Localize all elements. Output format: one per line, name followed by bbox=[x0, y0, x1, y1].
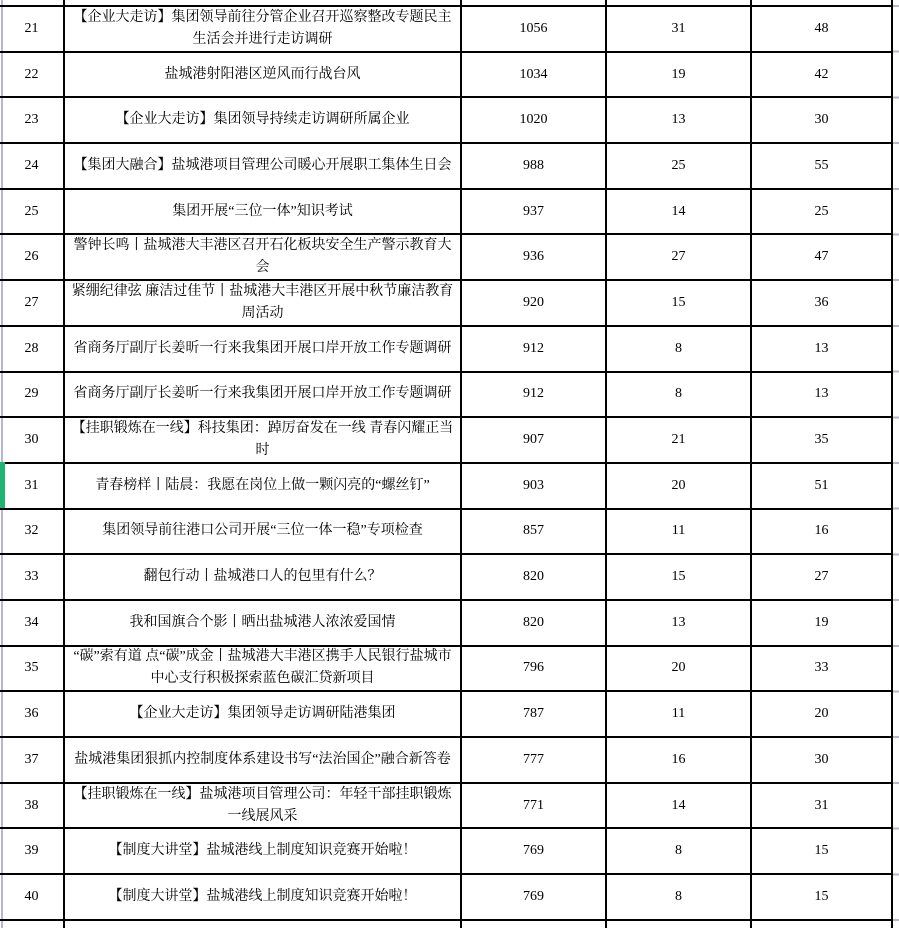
table-row bbox=[0, 98, 893, 144]
row-number-cell[interactable] bbox=[0, 875, 65, 919]
partial-row-above bbox=[0, 0, 893, 7]
stat3-value: 13 bbox=[814, 340, 829, 356]
stat1-value: 777 bbox=[523, 751, 544, 767]
row-number: 32 bbox=[24, 523, 39, 539]
article-title: 【挂职锻炼在一线】盐城港项目管理公司：年轻干部挂职锻炼一线展风采 bbox=[73, 786, 452, 824]
stat3-cell[interactable] bbox=[752, 144, 893, 188]
table-row bbox=[0, 692, 893, 738]
article-title-cell[interactable] bbox=[65, 7, 462, 51]
row-number: 30 bbox=[24, 432, 39, 448]
article-title-cell[interactable] bbox=[65, 464, 462, 508]
stat1-value: 988 bbox=[523, 157, 544, 173]
row-number-cell[interactable] bbox=[0, 190, 65, 234]
row-number-cell[interactable] bbox=[0, 53, 65, 97]
article-title: 【企业大走访】集团领导走访调研陆港集团 bbox=[129, 706, 396, 722]
stat1-cell[interactable] bbox=[462, 829, 607, 873]
table-row bbox=[0, 7, 893, 53]
row-number: 23 bbox=[24, 112, 39, 128]
stat2-value: 21 bbox=[671, 432, 686, 448]
table-row bbox=[0, 373, 893, 419]
row-number: 22 bbox=[24, 66, 39, 82]
stat2-value: 20 bbox=[671, 477, 686, 493]
row-number: 40 bbox=[24, 888, 39, 904]
stat2-cell[interactable] bbox=[607, 601, 752, 645]
stat2-value: 20 bbox=[671, 660, 686, 676]
stat2-value: 25 bbox=[671, 157, 686, 173]
stat1-cell[interactable] bbox=[462, 0, 607, 5]
stat2-cell[interactable] bbox=[607, 373, 752, 417]
stat3-cell[interactable] bbox=[752, 738, 893, 782]
stat3-cell[interactable] bbox=[752, 373, 893, 417]
row-number-cell[interactable] bbox=[0, 601, 65, 645]
partial-row-below bbox=[0, 921, 893, 928]
stat3-value: 19 bbox=[814, 614, 829, 630]
row-number-cell[interactable] bbox=[0, 510, 65, 554]
stat3-value: 30 bbox=[814, 112, 829, 128]
stat1-cell[interactable] bbox=[462, 144, 607, 188]
row-number: 27 bbox=[24, 294, 39, 310]
stat3-cell[interactable] bbox=[752, 7, 893, 51]
article-title-cell[interactable] bbox=[65, 53, 462, 97]
row-number: 26 bbox=[24, 249, 39, 265]
stat3-value: 42 bbox=[814, 66, 829, 82]
stat3-cell[interactable] bbox=[752, 829, 893, 873]
stat1-value: 796 bbox=[523, 660, 544, 676]
table-row bbox=[0, 738, 893, 784]
article-title-cell[interactable] bbox=[65, 327, 462, 371]
stat1-cell[interactable] bbox=[462, 647, 607, 691]
table-row bbox=[0, 190, 893, 236]
article-title: 【制度大讲堂】盐城港线上制度知识竞赛开始啦！ bbox=[108, 888, 417, 904]
stat2-cell[interactable] bbox=[607, 235, 752, 279]
stat1-value: 1034 bbox=[519, 66, 548, 82]
stat2-cell[interactable] bbox=[607, 281, 752, 325]
stat2-cell[interactable] bbox=[607, 875, 752, 919]
stat3-value: 15 bbox=[814, 888, 829, 904]
article-title: 【制度大讲堂】盐城港线上制度知识竞赛开始啦！ bbox=[108, 843, 417, 859]
row-number-cell[interactable] bbox=[0, 373, 65, 417]
article-title: 【集团大融合】盐城港项目管理公司暖心开展职工集体生日会 bbox=[73, 157, 452, 173]
article-title: 紧绷纪律弦 廉洁过佳节丨盐城港大丰港区开展中秋节廉洁教育周活动 bbox=[71, 283, 454, 321]
article-title-cell[interactable] bbox=[65, 281, 462, 325]
table-row bbox=[0, 510, 893, 556]
stat2-cell[interactable] bbox=[607, 738, 752, 782]
stat3-value: 55 bbox=[814, 157, 829, 173]
row-number: 38 bbox=[24, 797, 39, 813]
table-row bbox=[0, 875, 893, 921]
stat2-value: 8 bbox=[675, 888, 682, 904]
stat2-cell[interactable] bbox=[607, 921, 752, 928]
stat2-cell[interactable] bbox=[607, 647, 752, 691]
stat1-cell[interactable] bbox=[462, 373, 607, 417]
stat3-cell[interactable] bbox=[752, 418, 893, 462]
table-row bbox=[0, 281, 893, 327]
stat1-value: 912 bbox=[523, 340, 544, 356]
row-number: 35 bbox=[24, 660, 39, 676]
stat1-value: 1056 bbox=[519, 20, 548, 36]
stat1-cell[interactable] bbox=[462, 555, 607, 599]
stat1-value: 820 bbox=[523, 569, 544, 585]
article-title-cell[interactable] bbox=[65, 0, 462, 5]
row-number: 25 bbox=[24, 203, 39, 219]
article-title: 集团领导前往港口公司开展“三位一体一稳”专项检查 bbox=[102, 523, 423, 539]
stat1-value: 769 bbox=[523, 888, 544, 904]
table-row bbox=[0, 555, 893, 601]
stat3-cell[interactable] bbox=[752, 555, 893, 599]
stat3-value: 31 bbox=[814, 797, 829, 813]
table-row bbox=[0, 144, 893, 190]
stat1-value: 857 bbox=[523, 523, 544, 539]
row-number-cell[interactable] bbox=[0, 738, 65, 782]
stat1-value: 769 bbox=[523, 843, 544, 859]
stat3-cell[interactable] bbox=[752, 875, 893, 919]
table-row bbox=[0, 418, 893, 464]
article-title: 【挂职锻炼在一线】科技集团：踔厉奋发在一线 青春闪耀正当时 bbox=[71, 421, 454, 459]
row-number: 37 bbox=[24, 751, 39, 767]
stat3-cell[interactable] bbox=[752, 98, 893, 142]
article-title-cell[interactable] bbox=[65, 190, 462, 234]
article-title-cell[interactable] bbox=[65, 418, 462, 462]
stat3-cell[interactable] bbox=[752, 464, 893, 508]
row-number: 29 bbox=[24, 386, 39, 402]
stat3-cell[interactable] bbox=[752, 235, 893, 279]
article-title: 省商务厅副厅长姜昕一行来我集团开展口岸开放工作专题调研 bbox=[73, 386, 452, 402]
row-number: 39 bbox=[24, 843, 39, 859]
article-title: 【企业大走访】集团领导前往分管企业召开巡察整改专题民主生活会并进行走访调研 bbox=[73, 9, 452, 47]
table-row bbox=[0, 647, 893, 693]
article-title: 集团开展“三位一体”知识考试 bbox=[172, 203, 353, 219]
stat1-cell[interactable] bbox=[462, 418, 607, 462]
stat2-value: 31 bbox=[671, 20, 686, 36]
article-title-cell[interactable] bbox=[65, 510, 462, 554]
stat2-cell[interactable] bbox=[607, 829, 752, 873]
row-number-cell[interactable] bbox=[0, 784, 65, 828]
sheet-gridline-stubs bbox=[893, 5, 899, 923]
stat1-value: 937 bbox=[523, 203, 544, 219]
row-number-cell[interactable] bbox=[0, 0, 65, 5]
row-number-cell[interactable] bbox=[0, 281, 65, 325]
row-number-cell[interactable] bbox=[0, 235, 65, 279]
stat2-value: 8 bbox=[675, 843, 682, 859]
stat3-value: 25 bbox=[814, 203, 829, 219]
stat1-cell[interactable] bbox=[462, 921, 607, 928]
article-title-cell[interactable] bbox=[65, 98, 462, 142]
stat2-cell[interactable] bbox=[607, 464, 752, 508]
stat3-cell[interactable] bbox=[752, 327, 893, 371]
stat2-value: 19 bbox=[671, 66, 686, 82]
row-number-cell[interactable] bbox=[0, 555, 65, 599]
stat1-cell[interactable] bbox=[462, 281, 607, 325]
stat3-cell[interactable] bbox=[752, 0, 893, 5]
table-body bbox=[0, 7, 893, 921]
stat3-value: 48 bbox=[814, 20, 829, 36]
article-title-cell[interactable] bbox=[65, 555, 462, 599]
article-title-cell[interactable] bbox=[65, 647, 462, 691]
stat2-value: 16 bbox=[671, 751, 686, 767]
article-title-cell[interactable] bbox=[65, 738, 462, 782]
article-title: 青春榜样丨陆晨：我愿在岗位上做一颗闪亮的“螺丝钉” bbox=[95, 477, 430, 493]
row-number: 24 bbox=[24, 157, 39, 173]
stat3-cell[interactable] bbox=[752, 692, 893, 736]
article-title-cell[interactable] bbox=[65, 235, 462, 279]
article-title: 省商务厅副厅长姜昕一行来我集团开展口岸开放工作专题调研 bbox=[73, 340, 452, 356]
stat3-cell[interactable] bbox=[752, 784, 893, 828]
stat3-cell[interactable] bbox=[752, 921, 893, 928]
stat2-value: 14 bbox=[671, 203, 686, 219]
row-number-cell[interactable] bbox=[0, 98, 65, 142]
stat2-cell[interactable] bbox=[607, 98, 752, 142]
stat1-value: 1020 bbox=[519, 112, 548, 128]
stat1-value: 920 bbox=[523, 294, 544, 310]
stat2-cell[interactable] bbox=[607, 510, 752, 554]
stat2-cell[interactable] bbox=[607, 784, 752, 828]
stat1-cell[interactable] bbox=[462, 327, 607, 371]
stat1-cell[interactable] bbox=[462, 235, 607, 279]
row-number-cell[interactable] bbox=[0, 418, 65, 462]
stat2-cell[interactable] bbox=[607, 190, 752, 234]
stat1-value: 936 bbox=[523, 249, 544, 265]
stat3-cell[interactable] bbox=[752, 510, 893, 554]
stat1-value: 912 bbox=[523, 386, 544, 402]
article-title-cell[interactable] bbox=[65, 829, 462, 873]
stat1-cell[interactable] bbox=[462, 784, 607, 828]
stat2-value: 11 bbox=[671, 523, 686, 539]
row-number-cell[interactable] bbox=[0, 144, 65, 188]
stat2-value: 27 bbox=[671, 249, 686, 265]
stat1-value: 820 bbox=[523, 614, 544, 630]
table-row bbox=[0, 829, 893, 875]
row-number-cell[interactable] bbox=[0, 921, 65, 928]
stat1-value: 903 bbox=[523, 477, 544, 493]
stat1-cell[interactable] bbox=[462, 98, 607, 142]
row-number-cell[interactable] bbox=[0, 829, 65, 873]
article-title-cell[interactable] bbox=[65, 921, 462, 928]
stat3-value: 27 bbox=[814, 569, 829, 585]
stat3-value: 35 bbox=[814, 432, 829, 448]
table-row bbox=[0, 784, 893, 830]
stat3-cell[interactable] bbox=[752, 281, 893, 325]
stat2-cell[interactable] bbox=[607, 555, 752, 599]
stat1-cell[interactable] bbox=[462, 53, 607, 97]
article-title-cell[interactable] bbox=[65, 784, 462, 828]
stat2-cell[interactable] bbox=[607, 418, 752, 462]
article-title-cell[interactable] bbox=[65, 601, 462, 645]
article-title: 盐城港集团狠抓内控制度体系建设书写“法治国企”融合新答卷 bbox=[74, 751, 451, 767]
stat2-cell[interactable] bbox=[607, 0, 752, 5]
row-number: 31 bbox=[24, 477, 39, 493]
row-number: 28 bbox=[24, 340, 39, 356]
stat2-value: 14 bbox=[671, 797, 686, 813]
stat1-cell[interactable] bbox=[462, 875, 607, 919]
stat3-value: 13 bbox=[814, 386, 829, 402]
article-title: 我和国旗合个影丨晒出盐城港人浓浓爱国情 bbox=[129, 614, 396, 630]
stat1-cell[interactable] bbox=[462, 7, 607, 51]
stat2-value: 15 bbox=[671, 294, 686, 310]
stat2-value: 11 bbox=[671, 706, 686, 722]
stat2-cell[interactable] bbox=[607, 327, 752, 371]
stat1-value: 771 bbox=[523, 797, 544, 813]
stat2-cell[interactable] bbox=[607, 692, 752, 736]
table-row bbox=[0, 464, 893, 510]
article-title: 【企业大走访】集团领导持续走访调研所属企业 bbox=[115, 112, 410, 128]
row-number: 34 bbox=[24, 614, 39, 630]
stat2-cell[interactable] bbox=[607, 53, 752, 97]
stat3-value: 36 bbox=[814, 294, 829, 310]
stat3-cell[interactable] bbox=[752, 53, 893, 97]
stat1-cell[interactable] bbox=[462, 190, 607, 234]
stat2-cell[interactable] bbox=[607, 144, 752, 188]
article-title: 盐城港射阳港区逆风而行战台风 bbox=[164, 66, 361, 82]
article-title-cell[interactable] bbox=[65, 692, 462, 736]
selected-row-marker bbox=[0, 462, 5, 508]
row-number-cell[interactable] bbox=[0, 7, 65, 51]
stat2-value: 13 bbox=[671, 614, 686, 630]
stat3-value: 30 bbox=[814, 751, 829, 767]
row-number: 36 bbox=[24, 706, 39, 722]
table-row bbox=[0, 53, 893, 99]
row-number-cell[interactable] bbox=[0, 327, 65, 371]
stat3-cell[interactable] bbox=[752, 190, 893, 234]
stat3-value: 47 bbox=[814, 249, 829, 265]
stat3-value: 20 bbox=[814, 706, 829, 722]
stat3-value: 15 bbox=[814, 843, 829, 859]
row-number: 21 bbox=[24, 20, 39, 36]
stat3-value: 51 bbox=[814, 477, 829, 493]
stat3-cell[interactable] bbox=[752, 647, 893, 691]
stat1-cell[interactable] bbox=[462, 464, 607, 508]
table-row bbox=[0, 327, 893, 373]
article-title: “碳”索有道 点“碳”成金丨盐城港大丰港区携手人民银行盐城市中心支行积极探索蓝色碳汇贷新项目 bbox=[73, 649, 452, 687]
stat2-cell[interactable] bbox=[607, 7, 752, 51]
stat3-value: 16 bbox=[814, 523, 829, 539]
table-row bbox=[0, 235, 893, 281]
row-number-cell[interactable] bbox=[0, 647, 65, 691]
stat3-value: 33 bbox=[814, 660, 829, 676]
stat2-value: 15 bbox=[671, 569, 686, 585]
article-title-cell[interactable] bbox=[65, 875, 462, 919]
article-title-cell[interactable] bbox=[65, 144, 462, 188]
article-title: 翻包行动丨盐城港口人的包里有什么？ bbox=[143, 569, 382, 585]
stat2-value: 8 bbox=[675, 386, 682, 402]
stat2-value: 8 bbox=[675, 340, 682, 356]
stat1-cell[interactable] bbox=[462, 692, 607, 736]
stat2-value: 13 bbox=[671, 112, 686, 128]
stat3-cell[interactable] bbox=[752, 601, 893, 645]
row-number: 33 bbox=[24, 569, 39, 585]
article-title-cell[interactable] bbox=[65, 373, 462, 417]
stat1-cell[interactable] bbox=[462, 510, 607, 554]
stat1-value: 787 bbox=[523, 706, 544, 722]
stat1-cell[interactable] bbox=[462, 738, 607, 782]
row-number-cell[interactable] bbox=[0, 692, 65, 736]
row-number-cell[interactable] bbox=[0, 464, 65, 508]
stat1-cell[interactable] bbox=[462, 601, 607, 645]
table-row bbox=[0, 601, 893, 647]
article-title: 警钟长鸣丨盐城港大丰港区召开石化板块安全生产警示教育大会 bbox=[73, 238, 452, 276]
stat1-value: 907 bbox=[523, 432, 544, 448]
